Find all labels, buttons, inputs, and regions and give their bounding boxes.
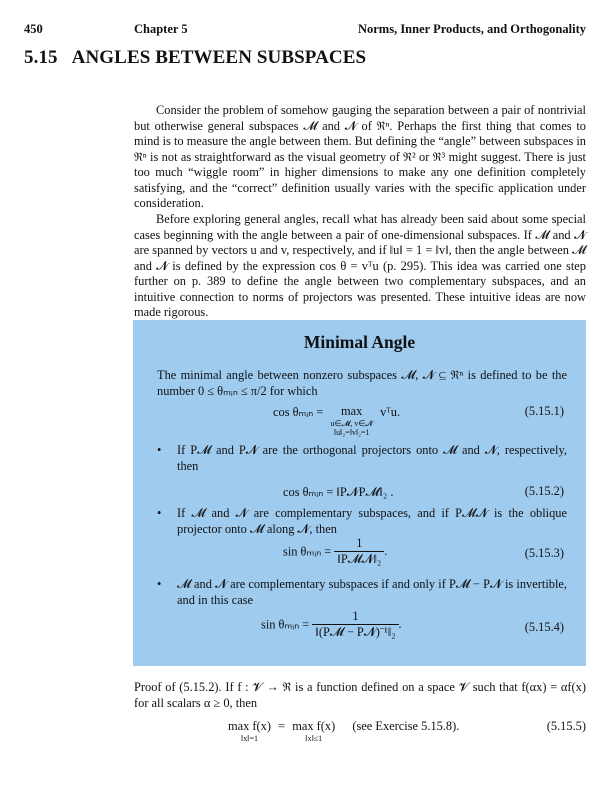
equation-5-15-4 (261, 609, 402, 640)
proof-paragraph (134, 680, 586, 711)
equation-5-15-5 (228, 719, 459, 743)
eq-number-5: (5.15.5) (546, 719, 586, 733)
eq3-denominator: ‖P𝓜𝓝‖₂ (337, 552, 382, 566)
running-header (24, 22, 586, 38)
paragraph-2 (134, 200, 586, 333)
eq5-left-sub: ‖x‖=1 (241, 734, 259, 743)
paragraph-1-text: Consider the problem of somehow gauging the separation between a pair of nontrivial but otherwise general subspaces 𝓜 and 𝓝 of ℜⁿ. Perhaps the first thing that comes to mind is to measure the angle between them. But defining the “angle” between subspaces in ℜⁿ is not as straightforward as the visual geometry of ℜ² or ℜ³ might suggest. There is just too much “wiggle room” in higher dimensions to make any one definition completely satisfying, and the “correct” definition usually varies with the specific application under consideration. (134, 103, 586, 211)
section-title: ANGLES BETWEEN SUBSPACES (71, 47, 367, 68)
bullet-dot: • (157, 577, 162, 591)
equation-5-15-1 (273, 404, 400, 437)
bullet-1-text: If P𝓜 and P𝓝 are the orthogonal projectors onto 𝓜 and 𝓝, respectively, then (177, 443, 567, 473)
box-title: Minimal Angle (303, 332, 416, 352)
eq5-right-sub: ‖x‖≤1 (305, 734, 323, 743)
eq4-denominator: ‖(P𝓜 − P𝓝)⁻¹‖₂ (315, 625, 396, 639)
equation-5-15-3 (283, 536, 387, 567)
eq4-tail: . (398, 617, 402, 631)
bullet-3 (157, 577, 567, 608)
section-number: 5.15 (24, 47, 58, 68)
eq5-equals: = (278, 719, 286, 733)
equation-5-15-2: cos θₘᵢₙ = ‖P𝓝P𝓜‖₂ . (283, 485, 394, 499)
bullet-dot: • (157, 506, 162, 520)
definition-box (133, 320, 586, 666)
running-title: Norms, Inner Products, and Orthogonality (357, 22, 586, 36)
eq1-sub2: ‖u‖₂=‖v‖₂=1 (333, 428, 370, 437)
bullet-2-text: If 𝓜 and 𝓝 are complementary subspaces, and if P𝓜𝓝 is the oblique projector onto 𝓜 along 𝓝, then (177, 506, 567, 536)
eq4-lhs: sin θₘᵢₙ = (261, 617, 310, 632)
eq-number-1: (5.15.1) (524, 404, 564, 418)
proof-text: Proof of (5.15.2). If f : 𝓥 → ℜ is a function defined on a space 𝓥 such that f(αx) = αf(x) for all scalars α ≥ 0, then (134, 680, 586, 710)
eq3-tail: . (384, 544, 388, 558)
eq-number-4: (5.15.4) (524, 620, 564, 634)
eq5-left: max f(x) (228, 719, 272, 733)
eq1-lhs: cos θₘᵢₙ = (273, 405, 324, 419)
chapter-label: Chapter 5 (134, 22, 188, 36)
eq3-fraction (334, 536, 384, 567)
eq1-rhs: vᵀu. (380, 405, 401, 419)
section-heading (24, 47, 366, 69)
bullet-1 (157, 443, 567, 474)
eq4-fraction (312, 609, 398, 640)
eq5-note: (see Exercise 5.15.8). (352, 719, 460, 733)
definition-text: The minimal angle between nonzero subspaces 𝓜, 𝓝 ⊆ ℜⁿ is defined to be the number 0 ≤ θₘᵢₙ ≤ π/2 for which (157, 368, 567, 398)
eq4-numerator: 1 (312, 609, 398, 625)
eq1-max: max (341, 404, 363, 418)
bullet-2 (157, 506, 567, 537)
eq3-numerator: 1 (334, 536, 384, 552)
eq3-lhs: sin θₘᵢₙ = (283, 544, 332, 559)
paragraph-2-text: Before exploring general angles, recall what has already been said about some special cases beginning with the angle between a pair of one-dimensional subspaces. If 𝓜 and 𝓝 are spanned by vectors u and v, respectively, and if ‖u‖ = 1 = ‖v‖, then the angle between 𝓜 and 𝓝 is defined by the expression cos θ = vᵀu (p. 295). This idea was carried one step further on p. 389 to define the angle between two complementary subspaces, and an intuitive connection to norms of projectors was presented. These intuitive ideas are now made rigorous. (134, 212, 586, 320)
eq1-sub1: u∈𝓜, v∈𝓝 (330, 419, 373, 428)
eq5-right: max f(x) (292, 719, 336, 733)
bullet-3-text: 𝓜 and 𝓝 are complementary subspaces if and only if P𝓜 − P𝓝 is invertible, and in this case (177, 577, 567, 607)
bullet-dot: • (157, 443, 162, 457)
page-number: 450 (24, 22, 43, 36)
eq-number-2: (5.15.2) (524, 484, 564, 498)
eq-number-3: (5.15.3) (524, 546, 564, 560)
